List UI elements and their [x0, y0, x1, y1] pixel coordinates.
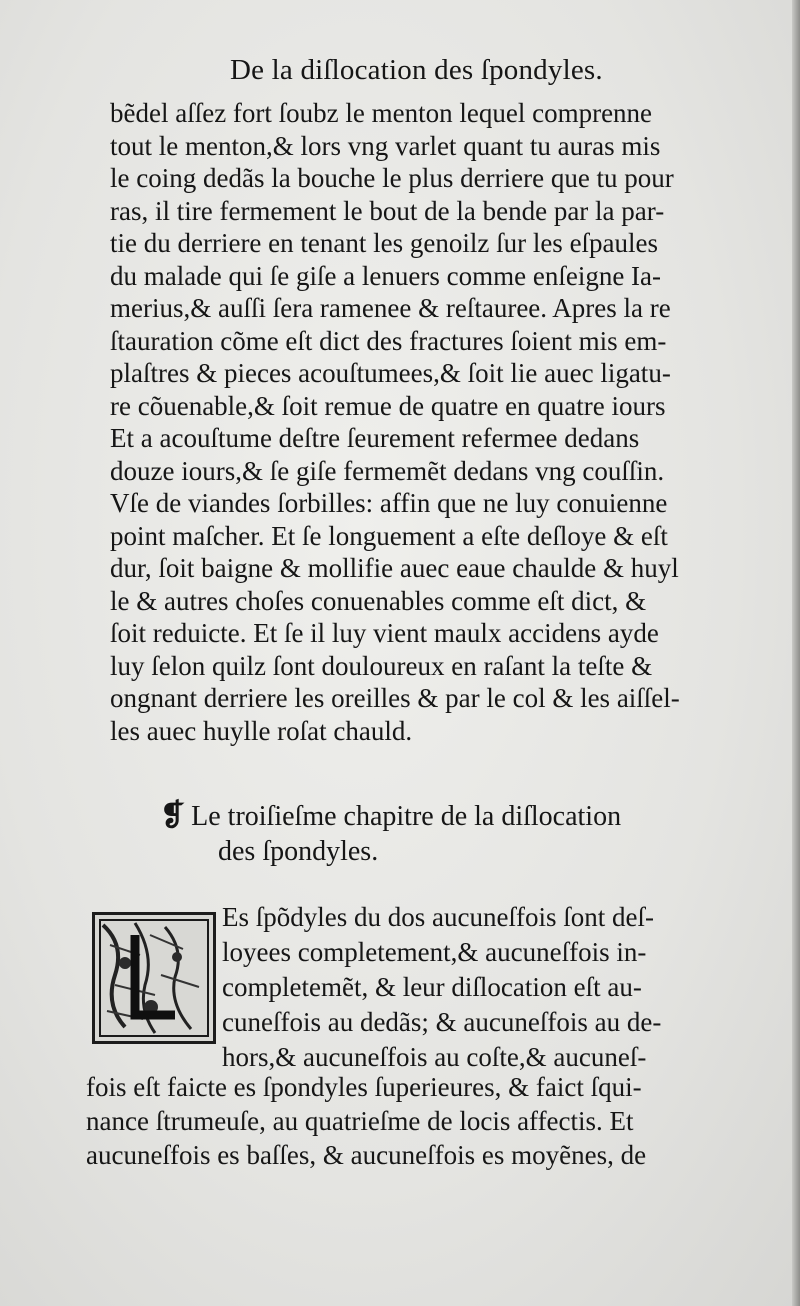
paragraph-mark-icon: ❡ [160, 799, 186, 832]
text-line: tie du derriere en tenant les genoilz ſur les eſpaules [110, 228, 659, 258]
text-line: fois eſt faicte es ſpondyles ſuperieures, & faict ſqui- [86, 1072, 642, 1102]
text-line: douze iours,& ſe giſe fermemẽt dedans vng couſſin. [110, 455, 665, 486]
second-paragraph-indented [222, 900, 722, 1075]
text-line: ſoit reduicte. Et ſe il luy vient maulx accidens ayde [110, 618, 659, 648]
text-line: ras, il tire fermement le bout de la bende par la par- [110, 195, 665, 226]
text-line: re cõuenable,& ſoit remue de quatre en quatre iours [110, 390, 666, 421]
text-line: luy ſelon quilz ſont douloureux en raſant la teſte & [110, 650, 653, 681]
text-line: dur, ſoit baigne & mollifie auec eaue chaulde & huyl [110, 553, 679, 583]
text-line: hors,& aucuneſfois au coſte,& aucuneſ- [222, 1042, 647, 1072]
text-line: point maſcher. Et ſe longuement a eſte deſloye & eſt [110, 520, 668, 551]
text-line: loyees completement,& aucuneſfois in- [222, 937, 647, 967]
text-line: tout le menton,& lors vng varlet quant tu auras mis [110, 130, 661, 161]
decorated-initial-icon [92, 912, 216, 1044]
chapter-title-line-1: Le troiſieſme chapitre de la diſlocation [191, 801, 622, 832]
text-line: les auec huylle roſat chauld. [110, 715, 413, 746]
text-line: Es ſpõdyles du dos aucuneſfois ſont deſ- [222, 902, 654, 932]
chapter-heading [160, 798, 720, 870]
text-line: ongnant derriere les oreilles & par le col & les aiſſel- [110, 683, 680, 713]
text-line: nance ſtrumeuſe, au quatrieſme de locis affectis. Et [86, 1106, 634, 1136]
text-line: le & autres choſes conuenables comme eſt dict, & [110, 585, 647, 616]
running-title: De la diſlocation des ſpondyles. [230, 54, 603, 86]
text-line: aucuneſfois es baſſes, & aucuneſfois es moyẽnes, de [86, 1140, 647, 1170]
text-line: plaſtres & pieces acouſtumees,& ſoit lie auec ligatu- [110, 358, 671, 388]
text-line: du malade qui ſe giſe a lenuers comme enſeigne Ia- [110, 260, 662, 291]
main-paragraph [110, 97, 740, 747]
text-line: cuneſfois au dedãs; & aucuneſfois au de- [222, 1007, 662, 1037]
text-line: bẽdel aſſez fort ſoubz le menton lequel comprenne [110, 98, 653, 128]
second-paragraph-full [86, 1070, 726, 1172]
chapter-title-line-2: des ſpondyles. [218, 836, 379, 867]
text-line: completemẽt, & leur diſlocation eſt au- [222, 972, 642, 1002]
text-line: merius,& auſſi ſera ramenee & reſtauree. Apres la re [110, 293, 671, 323]
text-line: Et a acouſtume deſtre ſeurement refermee dedans [110, 423, 640, 453]
text-line: Vſe de viandes ſorbilles: affin que ne luy conuienne [110, 488, 668, 518]
text-line: ſtauration cõme eſt dict des fractures ſoient mis em- [110, 325, 667, 356]
text-line: le coing dedãs la bouche le plus derriere que tu pour [110, 163, 674, 193]
page-edge [792, 0, 800, 1306]
